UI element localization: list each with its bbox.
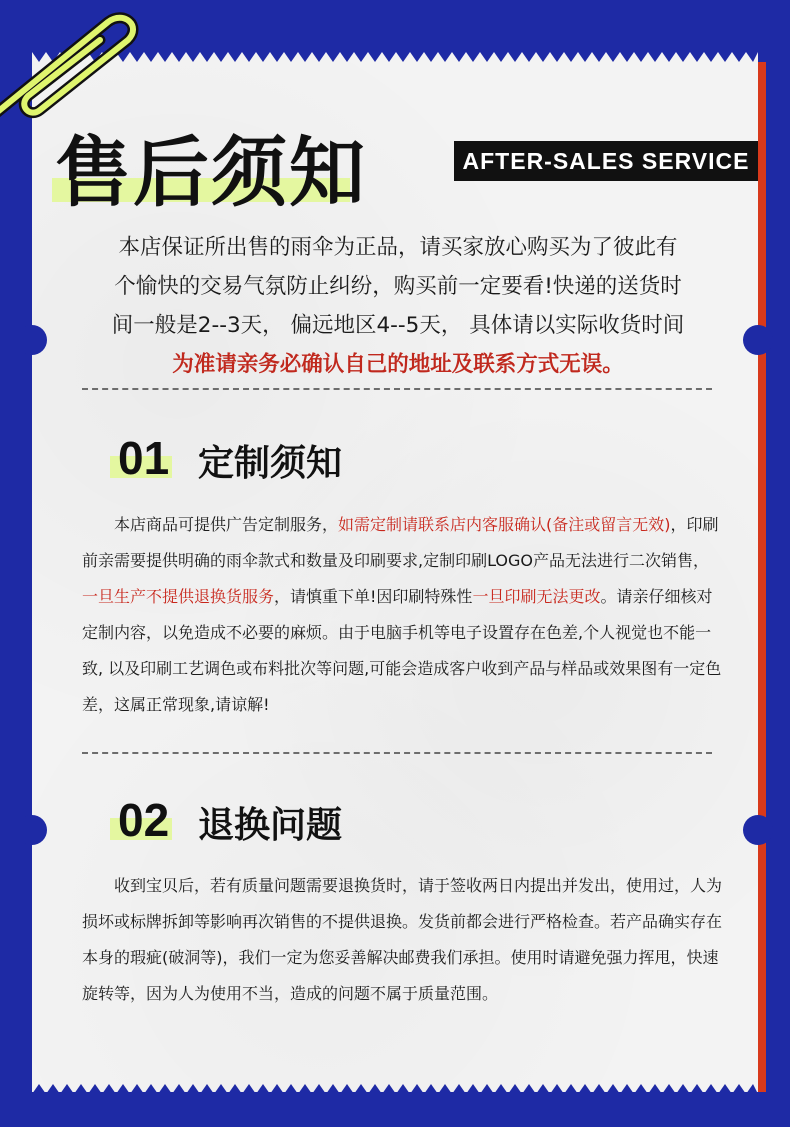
- divider-1: [82, 388, 712, 390]
- text-run-red: 一旦生产不提供退换货服务: [82, 587, 275, 606]
- intro-paragraph: [78, 228, 718, 384]
- english-subtitle-badge: AFTER-SALES SERVICE: [454, 141, 758, 181]
- text-run-red: 一旦印刷无法更改: [472, 587, 601, 606]
- divider-2: [82, 752, 712, 754]
- notch-right-1: [743, 325, 773, 355]
- page-title: 售后须知: [55, 128, 367, 217]
- text-run: ，请慎重下单!因印刷特殊性: [274, 587, 473, 606]
- intro-line: 个愉快的交易气氛防止纠纷，购买前一定要看!快递的送货时: [114, 274, 682, 299]
- intro-line: 本店保证所出售的雨伞为正品，请买家放心购买为了彼此有: [118, 235, 678, 260]
- text-run-red: 如需定制请联系店内客服确认(备注或留言无效): [338, 515, 671, 534]
- intro-highlight-line: 为准请亲务必确认自己的地址及联系方式无误。: [172, 352, 624, 377]
- text-run: 本店商品可提供广告定制服务，: [114, 515, 339, 534]
- bottom-zigzag: [32, 1080, 758, 1094]
- notch-left-2: [17, 815, 47, 845]
- paperclip-icon: [0, 0, 150, 130]
- notch-left-1: [17, 325, 47, 355]
- section1-number: 01: [118, 432, 170, 484]
- section2-body: 收到宝贝后，若有质量问题需要退换货时，请于签收两日内提出并发出，使用过，人为损坏或标牌拆卸等影响再次销售的不提供退换。发货前都会进行严格检查。若产品确实存在本身的瑕疵(破洞等)，我们一定为您妥善解决邮费我们承担。使用时请避免强力挥甩，快速旋转等，因为人为使用不当，造成的问题不属于质量范围。: [82, 876, 723, 1003]
- section2-title: 退换问题: [198, 805, 343, 846]
- section1-title: 定制须知: [198, 443, 343, 484]
- section1-body: [82, 507, 722, 723]
- section2-number: 02: [118, 794, 170, 846]
- notch-right-2: [743, 815, 773, 845]
- text-run: ，印刷前亲需要提供明确的雨伞款式和数量及印刷要求,定制印刷LOGO产品无法进行二次销售，: [82, 515, 719, 570]
- intro-line: 间一般是2--3天， 偏远地区4--5天， 具体请以实际收货时间: [111, 313, 685, 338]
- text-run: 。请亲仔细核对定制内容，以免造成不必要的麻烦。由于电脑手机等电子设置存在色差,个人视觉也不能一致, 以及印刷工艺调色或布料批次等问题,可能会造成客户收到产品与样品或效果图有一定色差，这属正常现象,请谅解!: [82, 587, 722, 714]
